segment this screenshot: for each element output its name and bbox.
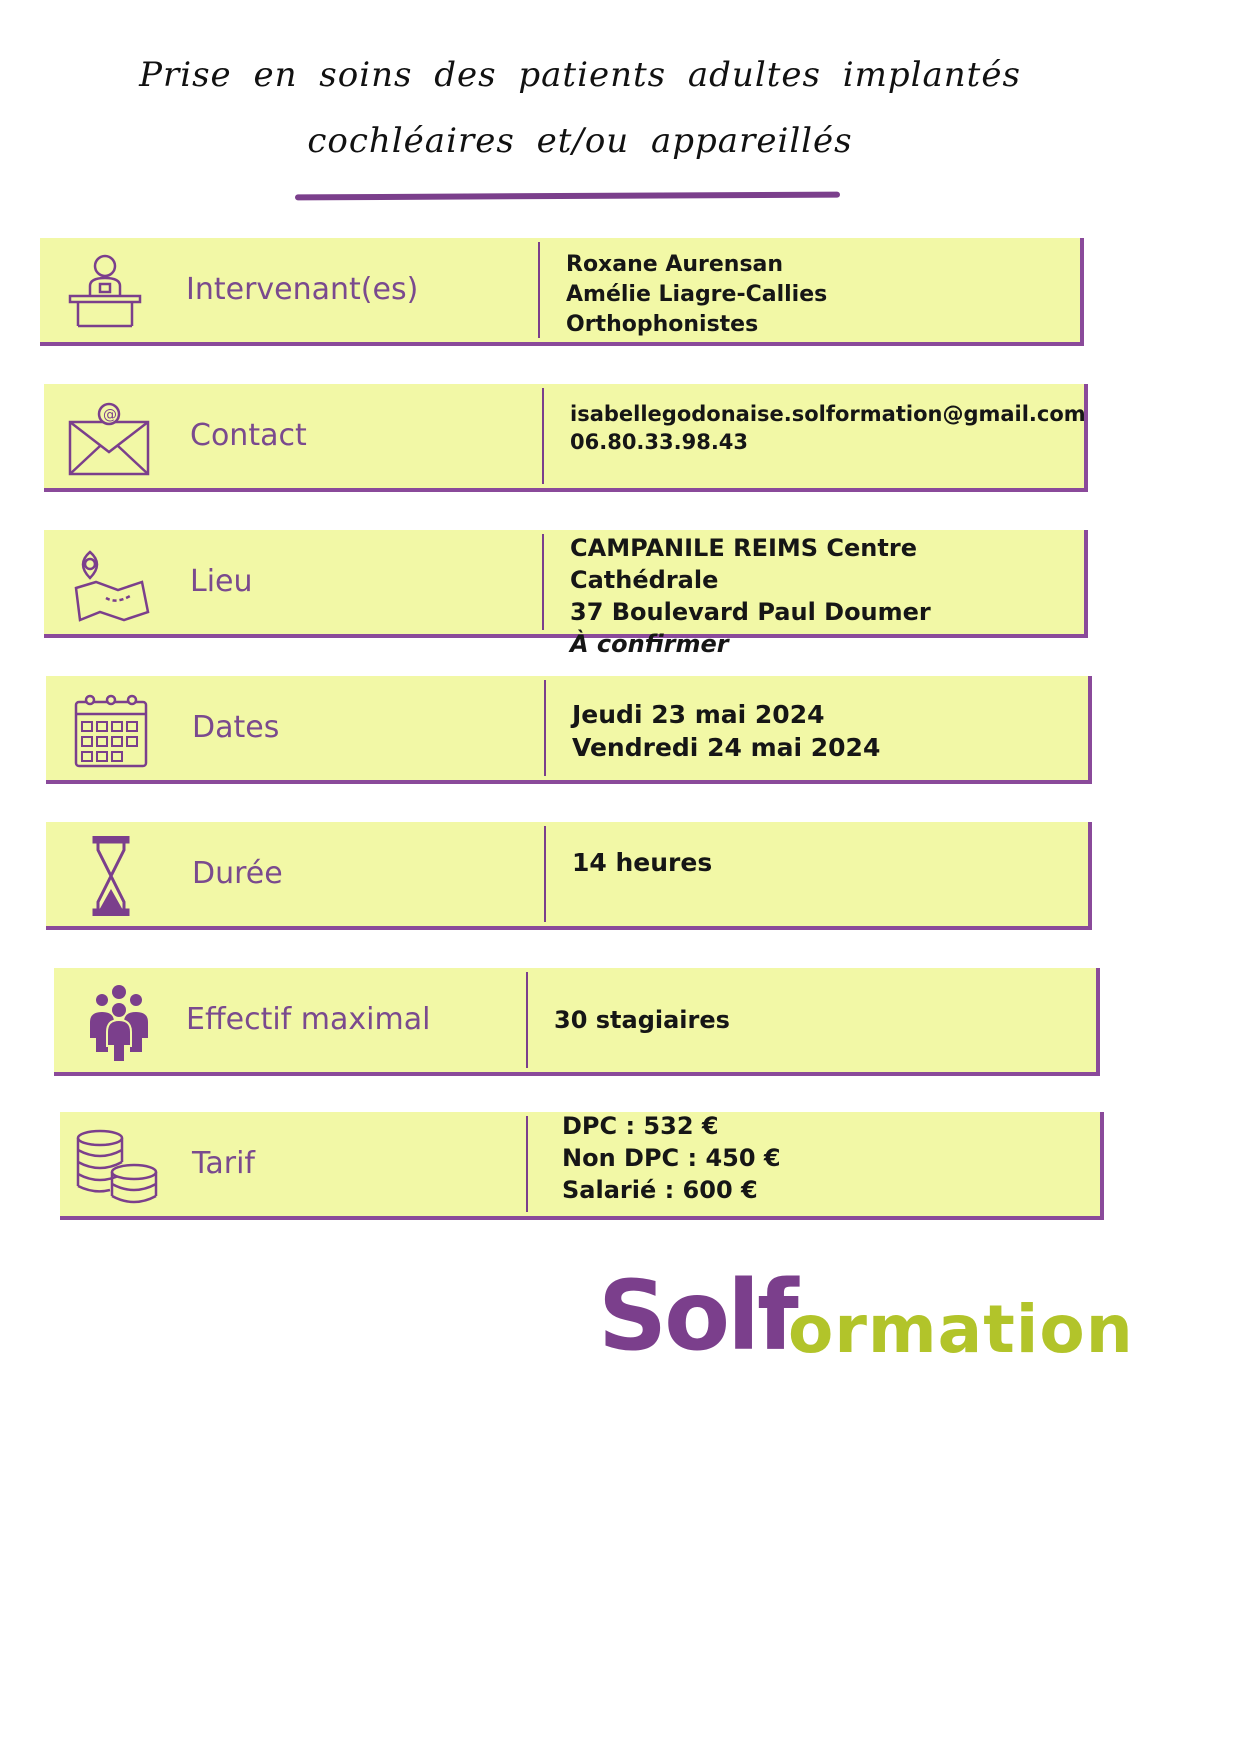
card-lieu	[44, 530, 1088, 658]
card-divider	[542, 388, 544, 484]
card-divider	[526, 1116, 528, 1212]
card-dates	[46, 676, 1092, 784]
group-people-icon	[76, 982, 162, 1062]
card-info	[566, 250, 1060, 340]
duration-value: 14 heures	[572, 848, 713, 877]
contact-email: isabellegodonaise.solformation@gmail.com	[570, 402, 1086, 426]
card-contact	[44, 384, 1088, 492]
venue-address: 37 Boulevard Paul Doumer	[570, 598, 931, 626]
card-label: Dates	[192, 710, 280, 745]
venue-note: À confirmer	[570, 630, 729, 658]
card-effectif	[54, 968, 1100, 1076]
info-line: Orthophonistes	[566, 312, 759, 337]
title-line-2: cochléaires et/ou appareillés	[307, 121, 853, 161]
card-divider	[538, 242, 540, 338]
coins-stack-icon	[74, 1126, 160, 1206]
card-info	[570, 400, 1086, 456]
card-label: Tarif	[192, 1146, 255, 1181]
logo-part-1: Solf	[598, 1260, 796, 1372]
card-info	[570, 532, 1064, 660]
card-intervenants	[40, 238, 1084, 346]
card-info	[562, 1110, 1080, 1206]
solformation-logo	[598, 1258, 1134, 1378]
logo-part-2: ormation	[788, 1291, 1134, 1368]
card-divider	[544, 680, 546, 776]
price-line: DPC : 532 €	[562, 1112, 719, 1140]
price-line: Salarié : 600 €	[562, 1176, 758, 1204]
date-line: Jeudi 23 mai 2024	[572, 700, 825, 729]
email-envelope-icon	[66, 398, 152, 478]
svg-text:@: @	[103, 407, 117, 423]
card-label: Contact	[190, 418, 307, 453]
venue-name: CAMPANILE REIMS Centre Cathédrale	[570, 534, 917, 594]
card-info	[554, 1004, 1076, 1036]
title-underline	[295, 192, 840, 201]
info-line: Roxane Aurensan	[566, 252, 784, 277]
card-divider	[542, 534, 544, 630]
card-duree	[46, 822, 1092, 930]
date-line: Vendredi 24 mai 2024	[572, 733, 881, 762]
card-tarif	[60, 1112, 1104, 1220]
calendar-icon	[68, 690, 154, 770]
card-label: Lieu	[190, 564, 253, 599]
price-line: Non DPC : 450 €	[562, 1144, 781, 1172]
speaker-podium-icon	[62, 252, 148, 332]
map-pin-icon	[66, 544, 152, 624]
card-divider	[544, 826, 546, 922]
document-title	[0, 42, 1160, 174]
card-label: Durée	[192, 856, 283, 891]
contact-phone: 06.80.33.98.43	[570, 430, 749, 454]
title-line-1: Prise en soins des patients adultes implantés	[139, 55, 1021, 95]
card-divider	[526, 972, 528, 1068]
card-label: Intervenant(es)	[186, 272, 419, 307]
card-label: Effectif maximal	[186, 1002, 431, 1037]
card-info	[572, 698, 1068, 764]
capacity-value: 30 stagiaires	[554, 1006, 730, 1034]
card-info	[572, 846, 1068, 879]
info-line: Amélie Liagre-Callies	[566, 282, 828, 307]
hourglass-icon	[68, 836, 154, 916]
